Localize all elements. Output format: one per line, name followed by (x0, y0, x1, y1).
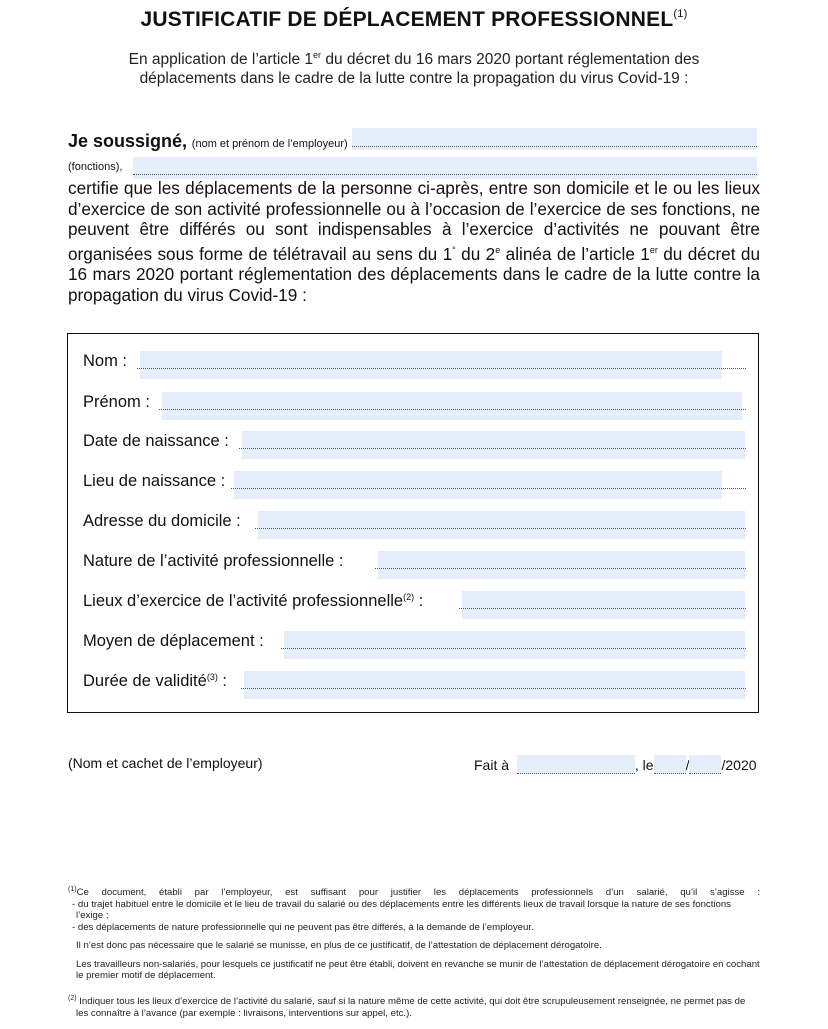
certif-sup-2: e (495, 244, 501, 255)
certif-text-4: du décret du 16 mars 2020 portant réglementation des déplacements dans le cadre de la lutte contre la propagation du virus Covid-19 : (68, 243, 760, 305)
year-label: /2020 (721, 757, 757, 773)
form-field-8[interactable] (284, 631, 745, 659)
footnote-2 (68, 993, 760, 1019)
je-soussigne-text: Je soussigné, (68, 131, 188, 151)
form-label-footnote-ref: (3) (206, 672, 218, 682)
footnote-1-paragraph-3: Les travailleurs non-salariés, pour lesquels ce justificatif ne peut être établi, doivent en revanche se munir de l’attestation de déplacement dérogatoire en cochant le premier motif de déplacement. (76, 958, 760, 981)
form-label-3 (83, 432, 229, 451)
form-label-text: Durée de validité (83, 672, 207, 690)
subtitle-text: En application de l’article 1 (128, 51, 314, 68)
employer-stamp-label: (Nom et cachet de l’employeur) (68, 755, 263, 771)
form-field-5[interactable] (258, 511, 745, 539)
day-field[interactable] (654, 755, 686, 774)
form-field-9[interactable] (244, 671, 745, 699)
subtitle-sup: er (313, 50, 322, 60)
je-soussigne-label (68, 131, 348, 152)
form-label-footnote-ref: (2) (403, 592, 415, 602)
form-field-6[interactable] (378, 551, 745, 579)
form-dotted-line (241, 688, 746, 689)
fonctions-label: (fonctions), (68, 161, 123, 173)
form-dotted-line (459, 608, 746, 609)
form-field-2[interactable] (162, 392, 742, 420)
certification-paragraph (68, 178, 760, 305)
form-label-7 (83, 592, 423, 611)
form-label-text: Moyen de déplacement : (83, 632, 264, 650)
form-label-colon: : (414, 592, 424, 610)
form-field-4[interactable] (234, 471, 722, 499)
form-dotted-line (239, 448, 746, 449)
fait-a-line (474, 755, 757, 774)
employer-fonctions-field[interactable] (133, 157, 757, 179)
footnote-1 (68, 884, 760, 982)
form-label-text: Nom : (83, 352, 128, 370)
title-text: JUSTIFICATIF DE DÉPLACEMENT PROFESSIONNEL (140, 8, 674, 31)
form-label-text: Prénom : (83, 393, 150, 411)
certif-text-1: certifie que les déplacements de la personne ci-après, entre son domicile et le ou les lieux d’exercice de son activité professionnelle ou à l’occasion de l’exercice de ses fonctions, ne peuvent être différés ou sont indispensables à l’exercice d’activités ne pouvant être organisées sous forme de télétravail au sens du 1 (68, 178, 760, 264)
form-field-1[interactable] (140, 351, 722, 379)
form-dotted-line (159, 409, 746, 410)
month-field[interactable] (689, 755, 721, 774)
form-dotted-line (231, 488, 746, 489)
employer-name-hint: (nom et prénom de l’employeur) (191, 138, 348, 150)
form-field-7[interactable] (462, 591, 745, 619)
certif-text-3: alinéa de l’article 1 (500, 243, 650, 264)
form-label-colon: : (217, 672, 227, 690)
footnote-1-text: Ce document, établi par l’employeur, est suffisant pour justifier les déplacements professionnels d’un salarié, qu’il s’agisse : (76, 887, 760, 898)
form-label-2 (83, 393, 150, 412)
footnote-1-item-1: - du trajet habituel entre le domicile et le lieu de travail du salarié ou des déplacements entre les différents lieux de travail lorsque la nature de ses fonctions l’exige ; (72, 898, 731, 921)
form-label-4 (83, 472, 225, 491)
form-field-3[interactable] (242, 431, 745, 459)
employer-name-dotted-line (352, 146, 757, 147)
footnote-1-paragraph-2: Il n’est donc pas nécessaire que le salarié se munisse, en plus de ce justificatif, de l’attestation de déplacement dérogatoire. (76, 940, 602, 951)
subtitle (80, 46, 748, 88)
title-footnote-ref: (1) (673, 8, 688, 20)
form-label-1 (83, 352, 127, 371)
certif-sup-1: ° (452, 244, 456, 255)
certif-text-2: du 2 (455, 243, 496, 264)
footnote-1-mark: (1) (68, 886, 77, 893)
place-field[interactable] (517, 755, 635, 774)
form-label-6 (83, 552, 343, 571)
form-label-8 (83, 632, 264, 651)
form-label-9 (83, 672, 227, 691)
form-dotted-line (375, 568, 746, 569)
certif-sup-3: er (649, 244, 658, 255)
form-dotted-line (137, 368, 746, 369)
form-label-text: Nature de l’activité professionnelle : (83, 552, 344, 570)
fait-a-label: Fait à (474, 757, 510, 773)
form-label-text: Lieux d’exercice de l’activité professionnelle (83, 592, 404, 610)
form-dotted-line (281, 648, 746, 649)
date-separator: / (685, 757, 690, 773)
document-title (0, 8, 828, 32)
subtitle-text-2: du décret du 16 mars 2020 portant réglementation des déplacements dans le cadre de la lutte contre la propagation du virus Covid-19 : (139, 51, 700, 87)
form-label-5 (83, 512, 241, 531)
form-label-text: Date de naissance : (83, 432, 229, 450)
form-label-text: Adresse du domicile : (83, 512, 241, 530)
footnote-2-mark: (2) (68, 995, 77, 1002)
footnote-2-text: Indiquer tous les lieux d’exercice de l’activité du salarié, sauf si la nature même de cette activité, qui doit être scrupuleusement renseignée, ne permet pas de les connaître à l’avance (par exemple : livraisons, interventions sur appel, etc.). (76, 996, 746, 1019)
form-dotted-line (255, 528, 746, 529)
footnote-1-item-2: - des déplacements de nature professionnelle qui ne peuvent pas être différés, à la demande de l’employeur. (72, 921, 534, 933)
le-label: , le (634, 757, 654, 773)
form-label-text: Lieu de naissance : (83, 472, 226, 490)
fonctions-dotted-line (133, 174, 757, 175)
